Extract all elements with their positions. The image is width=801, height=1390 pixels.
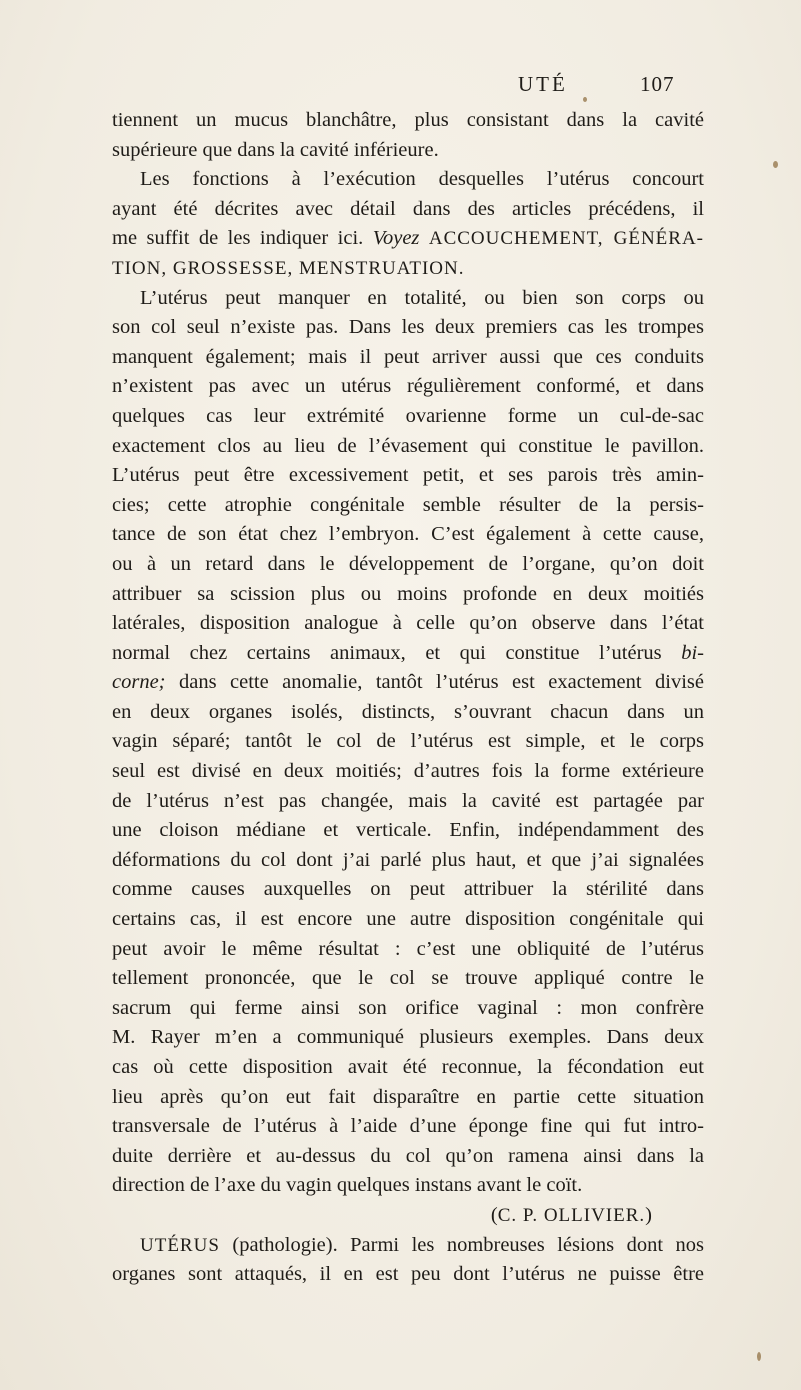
text-line-cross-ref <box>112 224 704 254</box>
voyez-label: Voyez <box>372 227 420 250</box>
text-line: organes sont attaqués, il en est peu dont l’utérus ne puisse être <box>112 1263 704 1286</box>
paren-open: ( <box>490 1203 498 1226</box>
signature-name: C. P. OLLIVIER. <box>497 1204 646 1226</box>
text-fragment: me suffit de les indiquer ici. <box>112 227 364 250</box>
text-line: seul est divisé en deux moitiés; d’autres fois la forme extérieure <box>112 760 704 783</box>
running-head-title: UTÉ <box>518 72 568 96</box>
italic-term-corne: corne; <box>112 671 166 694</box>
text-line: sacrum qui ferme ainsi son orifice vaginal : mon confrère <box>112 996 704 1019</box>
author-signature <box>112 1201 704 1231</box>
text-line: direction de l’axe du vagin quelques instans avant le coït. <box>112 1174 583 1197</box>
text-line: tiennent un mucus blanchâtre, plus consistant dans la cavité <box>112 109 704 131</box>
text-line: cies; cette atrophie congénitale semble résulter de la persis- <box>112 493 704 516</box>
text-line: son col seul n’existe pas. Dans les deux premiers cas les trompes <box>112 316 704 339</box>
text-line-bicorne <box>112 639 704 669</box>
text-line: M. Rayer m’en a communiqué plusieurs exemples. Dans deux <box>112 1026 704 1049</box>
text-line: latérales, disposition analogue à celle qu’on observe dans l’état <box>112 612 704 635</box>
text-line-headword <box>112 1231 704 1261</box>
text-line: attribuer sa scission plus ou moins profonde en deux moitiés <box>112 582 704 605</box>
page-number: 107 <box>640 72 675 96</box>
entry-headword: UTÉRUS <box>140 1234 220 1256</box>
running-head <box>0 72 801 102</box>
text-line <box>112 254 704 284</box>
text-line: ou à un retard dans le développement de l’organe, qu’on doit <box>112 552 704 575</box>
cross-reference-terms-cont: TION, GROSSESSE, MENSTRUATION. <box>112 257 465 279</box>
ink-speck <box>583 97 587 102</box>
cross-reference-terms: ACCOUCHEMENT, GÉNÉRA- <box>428 228 704 250</box>
text-line: n’existent pas avec un utérus régulièrement conformé, et dans <box>112 375 704 398</box>
text-line: transversale de l’utérus à l’aide d’une éponge fine qui fut intro- <box>112 1115 704 1138</box>
text-line: cas où cette disposition avait été reconnue, la fécondation eut <box>112 1056 704 1078</box>
text-line: L’utérus peut être excessivement petit, et ses parois très amin- <box>112 464 704 487</box>
text-line: de l’utérus n’est pas changée, mais la cavité est partagée par <box>112 789 704 812</box>
text-line: quelques cas leur extrémité ovarienne forme un cul-de-sac <box>112 404 704 427</box>
text-line: L’utérus peut manquer en totalité, ou bien son corps ou <box>140 286 704 309</box>
text-line: en deux organes isolés, distincts, s’ouvrant chacun dans un <box>112 700 704 723</box>
text-line: vagin séparé; tantôt le col de l’utérus est simple, et le corps <box>112 730 704 753</box>
text-fragment: (pathologie). Parmi les nombreuses lésions dont nos <box>232 1233 704 1256</box>
text-line: tance de son état chez l’embryon. C’est également à cette cause, <box>112 523 704 546</box>
text-line: manquent également; mais il peut arriver aussi que ces conduits <box>112 345 704 368</box>
text-line: supérieure que dans la cavité inférieure. <box>112 138 439 161</box>
article-text <box>112 106 704 1290</box>
text-line: exactement clos au lieu de l’évasement qui constitue le pavillon. <box>112 434 704 457</box>
text-line: tellement prononcée, que le col se trouve appliqué contre le <box>112 967 704 990</box>
text-line <box>112 668 704 698</box>
text-line: duite derrière et au-dessus du col qu’on ramena ainsi dans la <box>112 1144 704 1167</box>
text-fragment: normal chez certains animaux, et qui constitue l’utérus <box>112 641 662 664</box>
text-line: déformations du col dont j’ai parlé plus haut, et que j’ai signalées <box>112 848 704 871</box>
text-line: Les fonctions à l’exécution desquelles l’utérus concourt <box>140 168 704 191</box>
text-line: ayant été décrites avec détail dans des articles précédens, il <box>112 197 704 220</box>
italic-term-bi: bi- <box>681 641 704 664</box>
text-line: comme causes auxquelles on peut attribuer la stérilité dans <box>112 878 704 901</box>
text-line: peut avoir le même résultat : c’est une obliquité de l’utérus <box>112 937 704 960</box>
text-line: lieu après qu’on eut fait disparaître en partie cette situation <box>112 1085 704 1108</box>
ink-speck <box>757 1352 761 1361</box>
text-fragment: dans cette anomalie, tantôt l’utérus est exactement divisé <box>178 671 704 694</box>
ink-speck <box>773 161 778 168</box>
text-line: certains cas, il est encore une autre disposition congénitale qui <box>112 908 704 931</box>
text-line: une cloison médiane et verticale. Enfin, indépendamment des <box>112 819 704 842</box>
paren-close: ) <box>645 1203 652 1226</box>
